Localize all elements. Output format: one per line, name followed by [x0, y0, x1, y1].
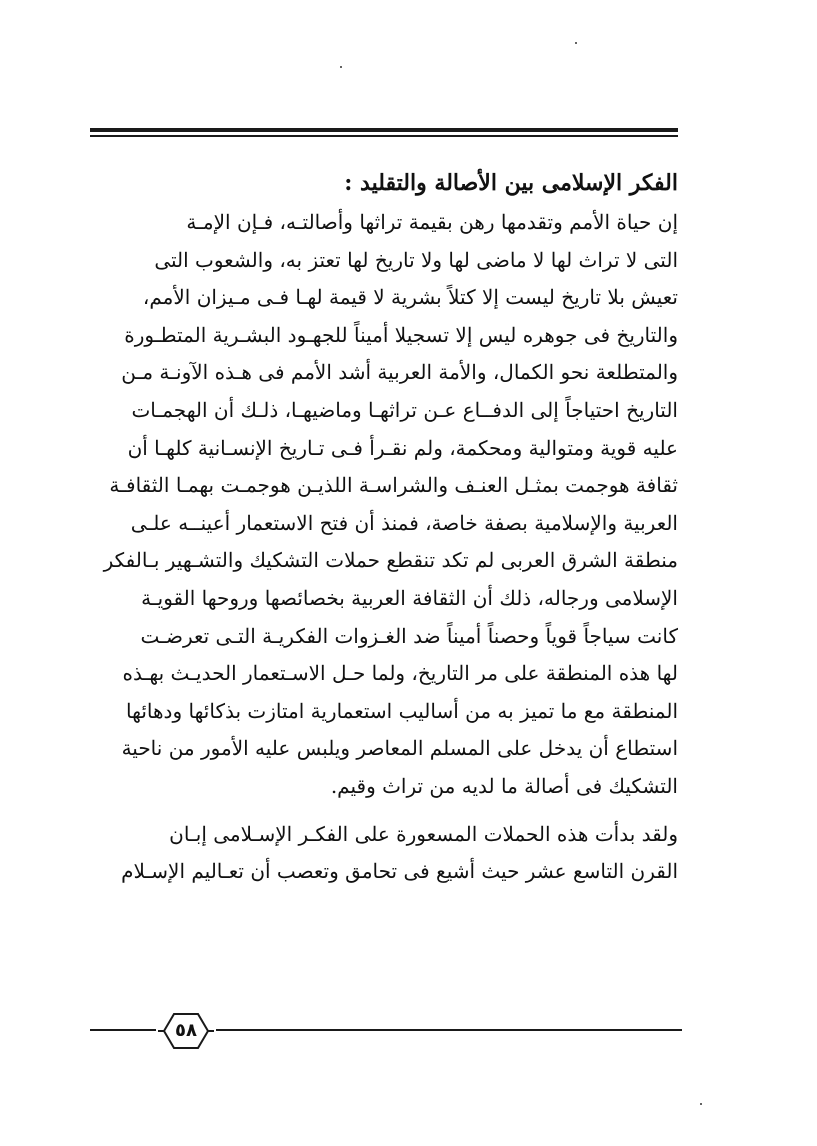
page-body — [92, 162, 678, 891]
text-line: والتاريخ فى جوهره ليس إلا تسجيلا أميناً للجهـود البشـرية المتطـورة — [124, 322, 678, 347]
footer-rule-right — [216, 1029, 682, 1031]
text-line: والمتطلعة نحو الكمال، والأمة العربية أشد الأمم فى هـذه الآونـة مـن — [121, 360, 678, 385]
page-number-badge — [156, 1008, 216, 1054]
page-number: ٥٨ — [175, 1020, 197, 1041]
header-rule-thick — [90, 128, 678, 132]
paragraph-gap — [92, 806, 678, 816]
text-line: استطاع أن يدخل على المسلم المعاصر ويلبس عليه الأمور من ناحية — [121, 736, 678, 761]
text-line: ثقافة هوجمت بمثـل العنـف والشراسـة اللذيـن هوجمـت بهمـا الثقافـة — [109, 473, 678, 498]
paragraph-1 — [92, 204, 678, 806]
scan-speck — [340, 66, 342, 68]
header-double-rule — [90, 128, 678, 139]
page-footer — [90, 1008, 682, 1054]
text-line: إن حياة الأمم وتقدمها رهن بقيمة تراثها وأصالتـه، فـإن الإمـة — [186, 210, 678, 234]
text-line: القرن التاسع عشر حيث أشيع فى تحامق وتعصب أن تعـاليم الإسـلام — [121, 859, 678, 884]
text-line: عليه قوية ومتوالية ومحكمة، ولم نقـرأ فـى تـاريخ الإنسـانية كلهـا أن — [127, 435, 678, 460]
text-line: تعيش بلا تاريخ ليست إلا كتلاً بشرية لا قيمة لهـا فـى مـيزان الأمم، — [142, 285, 678, 310]
section-heading: الفكر الإسلامى بين الأصالة والتقليد : — [344, 170, 678, 196]
text-line: الإسلامى ورجاله، ذلك أن الثقافة العربية بخصائصها وروحها القويـة — [141, 585, 678, 610]
text-line: التاريخ احتياجاً إلى الدفــاع عـن تراثهـا وماضيهـا، ذلـك أن الهجمـات — [131, 397, 678, 422]
text-line: التشكيك فى أصالة ما لديه من تراث وقيم. — [330, 773, 678, 798]
text-line: التى لا تراث لها لا ماضى لها ولا تاريخ لها تعتز به، والشعوب التى — [154, 247, 678, 272]
text-line: العربية والإسلامية بصفة خاصة، فمنذ أن فتح الاستعمار أعينــه علـى — [130, 510, 678, 535]
scan-speck — [700, 1103, 702, 1105]
text-line: المنطقة مع ما تميز به من أساليب استعمارية امتازت بذكائها ودهائها — [126, 698, 678, 723]
text-line: لها هذه المنطقة على مر التاريخ، ولما حـل الاسـتعمار الحديـث بهـذه — [122, 661, 678, 686]
text-line: منطقة الشرق العربى لم تكد تنقطع حملات التشكيك والتشـهير بـالفكر — [103, 548, 678, 573]
text-line: ولقد بدأت هذه الحملات المسعورة على الفكـر الإسـلامى إبـان — [169, 821, 678, 846]
scan-speck — [575, 42, 577, 44]
paragraph-2 — [92, 816, 678, 891]
footer-rule-left — [90, 1029, 156, 1031]
text-line: كانت سياجاً قوياً وحصناً أميناً ضد الغـزوات الفكريـة التـى تعرضـت — [140, 623, 678, 648]
header-rule-thin — [90, 135, 678, 137]
